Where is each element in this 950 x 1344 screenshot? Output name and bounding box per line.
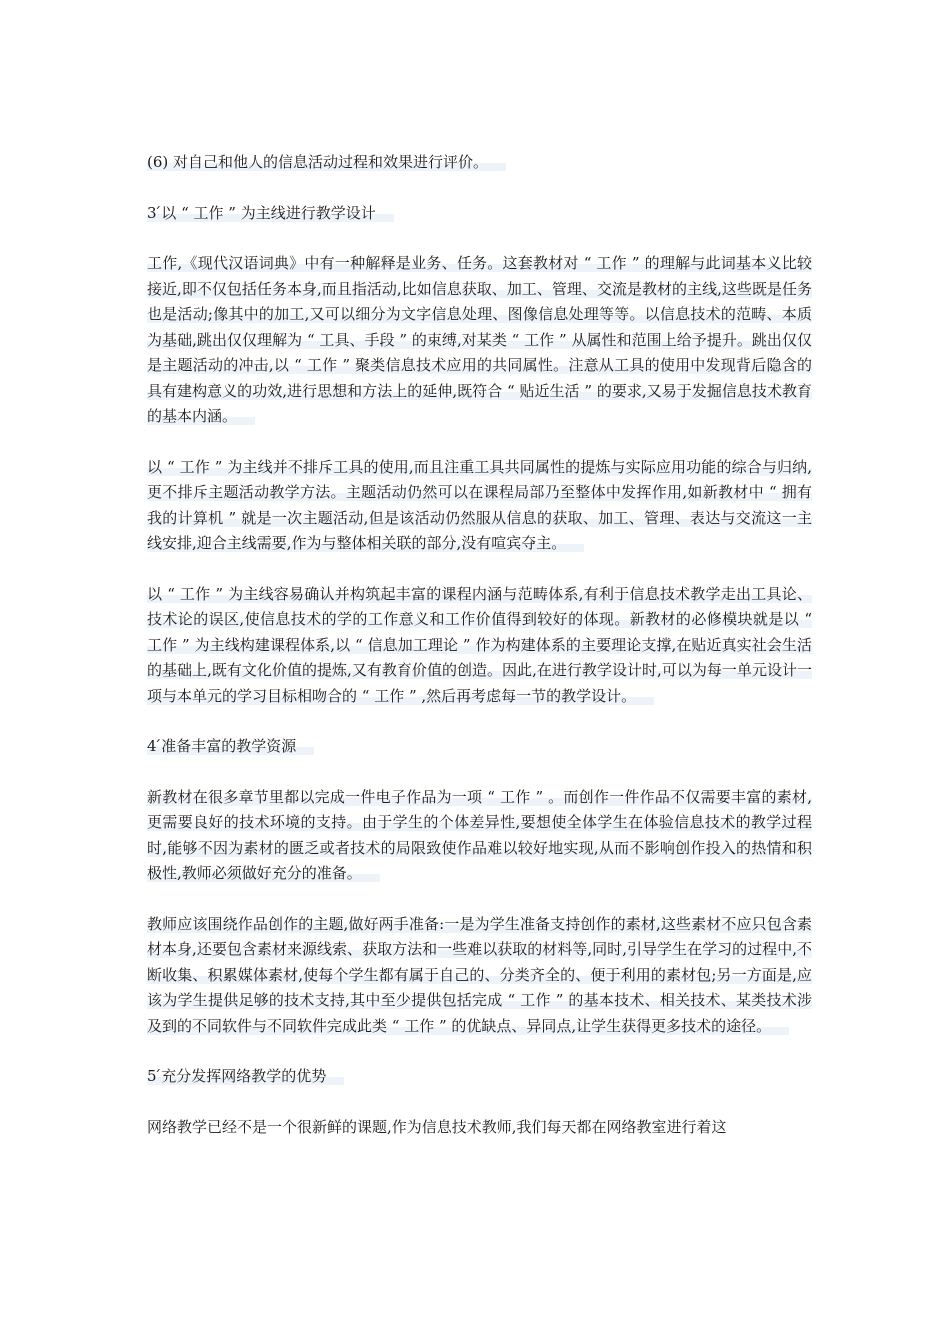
paragraph-text: 工作,《现代汉语词典》中有一种解释是业务、任务。这套教材对 “ 工作 ” 的理解与此词基本义比较接近,即不仅包括任务本身,而且指活动,比如信息获取、加工、管理、交流是教材的主线,这些既是任务也是活动;像其中的加工,又可以细分为文字信息处理、图像信息处理等等。以信息技术的范畴、本质为基础,跳出仅仅理解为 “ 工具、手段 ” 的束缚,对某类 “ 工作 ” 从属性和范围上给予提升。跳出仅仅是主题活动的冲击,以 “ 工作 ” 聚类信息技术应用的共同属性。注意从工具的使用中发现背后隐含的具有建构意义的功效,进行思想和方法上的延伸,既符合 “ 贴近生活 ” 的要求,又易于发掘信息技术教育的基本内涵。	[147, 254, 812, 425]
paragraph-work-tools	[147, 455, 812, 557]
paragraph-text: 以 “ 工作 ” 为主线容易确认并构筑起丰富的课程内涵与范畴体系,有利于信息技术教学走出工具论、技术论的误区,使信息技术的学的工作意义和工作价值得到较好的体现。新教材的必修模块就是以 “ 工作 ” 为主线构建课程体系,以 “ 信息加工理论 ” 作为构建体系的主要理论支撑,在贴近真实社会生活的基础上,既有文化价值的提炼,又有教育价值的创造。因此,在进行教学设计时,可以为每一单元设计一项与本单元的学习目标相吻合的 “ 工作 ” ,然后再考虑每一节的教学设计。	[147, 584, 812, 705]
paragraph-network-teaching	[147, 1115, 812, 1141]
paragraph-resources-prep	[147, 912, 812, 1040]
section-heading-3	[147, 201, 812, 227]
paragraph-evaluation-item	[147, 150, 812, 176]
paragraph-text: 以 “ 工作 ” 为主线并不排斥工具的使用,而且注重工具共同属性的提炼与实际应用功能的综合与归纳,更不排斥主题活动教学方法。主题活动仍然可以在课程局部乃至整体中发挥作用,如新教材中 “ 拥有我的计算机 ” 就是一次主题活动,但是该活动仍然服从信息的获取、加工、管理、表达与交流这一主线安排,迎合主线需要,作为与整体相关联的部分,没有喧宾夺主。	[147, 457, 812, 552]
paragraph-text: 网络教学已经不是一个很新鲜的课题,作为信息技术教师,我们每天都在网络教室进行着这	[147, 1117, 727, 1136]
document-page	[147, 150, 812, 1140]
paragraph-resources-intro	[147, 785, 812, 887]
heading-text: 3 ́以 “ 工作 ” 为主线进行教学设计	[147, 204, 394, 222]
heading-text: 4 ́准备丰富的教学资源	[147, 737, 314, 755]
paragraph-text: 教师应该围绕作品创作的主题,做好两手准备:一是为学生准备支持创作的素材,这些素材不应只包含素材本身,还要包含素材来源线索、获取方法和一些难以获取的材料等,同时,引导学生在学习的过程中,不断收集、积累媒体素材,使每个学生都有属于自己的、分类齐全的、便于利用的素材包;另一方面是,应该为学生提供足够的技术支持,其中至少提供包括完成 “ 工作 ” 的基本技术、相关技术、某类技术涉及到的不同软件与不同软件完成此类 “ 工作 ” 的优缺点、异同点,让学生获得更多技术的途径。	[147, 914, 812, 1035]
paragraph-work-definition	[147, 251, 812, 430]
paragraph-text: (6) 对自己和他人的信息活动过程和效果进行评价。	[147, 153, 506, 171]
section-heading-5	[147, 1064, 812, 1090]
paragraph-text: 新教材在很多章节里都以完成一件电子作品为一项 “ 工作 ” 。而创作一件作品不仅需要丰富的素材,更需要良好的技术环境的支持。由于学生的个体差异性,要想使全体学生在体验信息技术的教学过程时,能够不因为素材的匮乏或者技术的局限致使作品难以较好地实现,从而不影响创作投入的热情和积极性,教师必须做好充分的准备。	[147, 787, 812, 882]
paragraph-work-curriculum	[147, 582, 812, 710]
section-heading-4	[147, 734, 812, 760]
heading-text: 5 ́充分发挥网络教学的优势	[147, 1067, 344, 1085]
